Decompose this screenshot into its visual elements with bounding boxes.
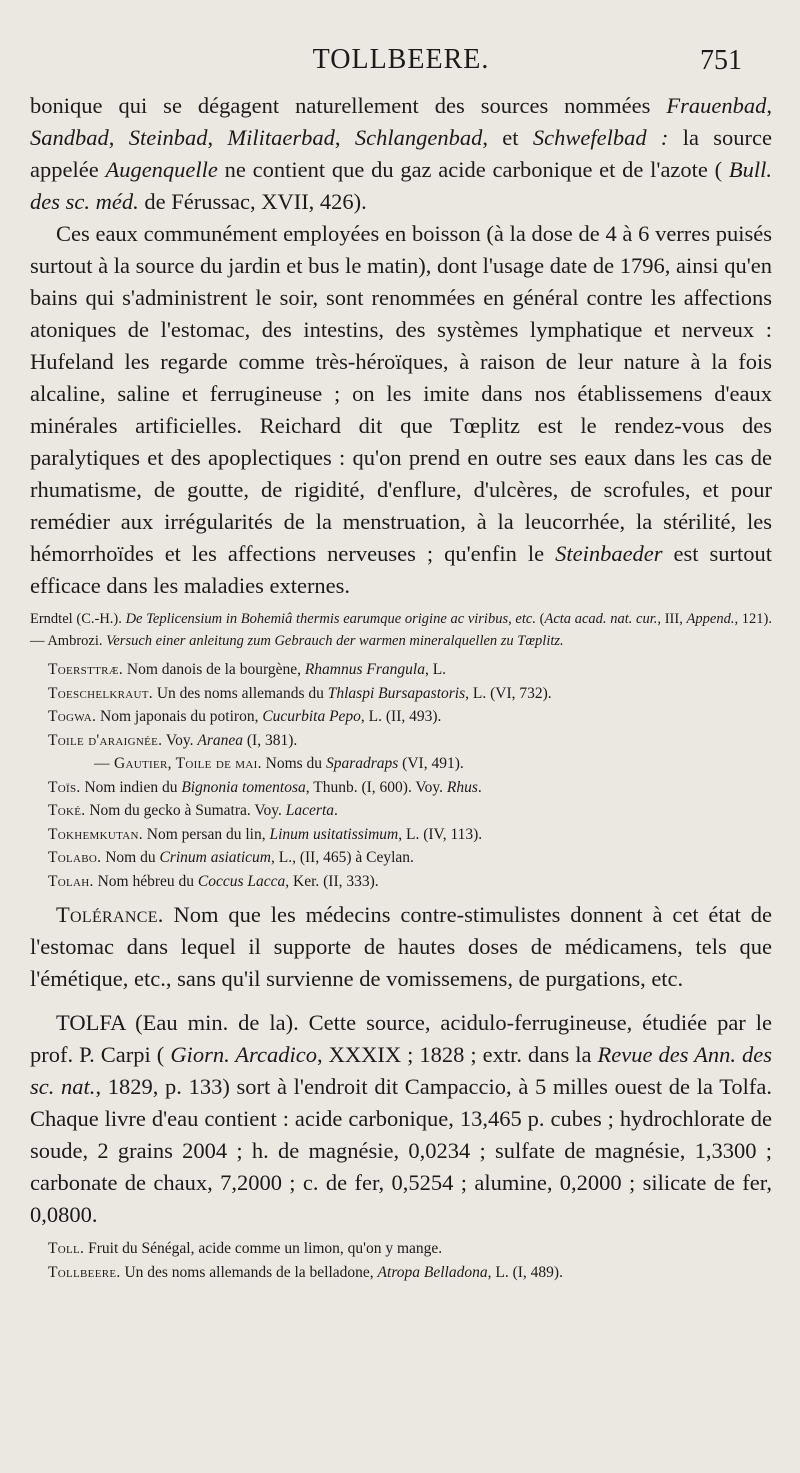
- final-entries: [30, 1237, 772, 1284]
- bibliography: Erndtel (C.-H.). De Teplicensium in Bohemiâ thermis earumque origine ac viribus, etc. (Acta acad. nat. cur., III, Append., 121). — Ambrozi. Versuch einer anleitung zum Gebrauch der warmen mineralquellen zu Tœplitz.: [30, 611, 772, 649]
- dictionary-entry: Toïs. Nom indien du Bignonia tomentosa, Thunb. (I, 600). Voy. Rhus.: [48, 778, 482, 796]
- dictionary-entry: Toll. Fruit du Sénégal, acide comme un limon, qu'on y mange.: [48, 1240, 443, 1257]
- page-number: 751: [700, 45, 742, 76]
- running-title: TOLLBEERE.: [312, 44, 490, 75]
- dictionary-entry: Tollbeere. Un des noms allemands de la belladone, Atropa Belladona, L. (I, 489).: [48, 1263, 563, 1281]
- dictionary-entry: Toeschelkraut. Un des noms allemands du Thlaspi Bursapastoris, L. (VI, 732).: [48, 684, 552, 702]
- short-entries: [30, 658, 772, 893]
- paragraph-uses: Ces eaux communément employées en boisson (à la dose de 4 à 6 verres puisés surtout à la source du jardin et bus le matin), dont l'usage date de 1796, ainsi qu'en bains qui s'administrent le soir, sont renommées en général contre les affections atoniques de l'estomac, des intestins, des systèmes lymphatique et nerveux : Hufeland les regarde comme très-héroïques, à raison de leur nature à la fois alcaline, saline et ferrugineuse ; on les imite dans nos établissemens d'eaux minérales artificielles. Reichard dit que Tœplitz est le rendez-vous des paralytiques et des apoplectiques : qu'on prend en outre ses eaux dans les cas de rhumatisme, de goutte, de rigidité, d'enflure, d'ulcères, de scrofules, et pour remédier aux irrégularités de la menstruation, à la leucorrhée, la stérilité, les hémorrhoïdes et les affections nerveuses ; qu'enfin le Steinbaeder est surtout efficace dans les maladies externes.: [30, 221, 773, 598]
- entry-tolfa: TOLFA (Eau min. de la). Cette source, acidulo-ferrugineuse, étudiée par le prof. P. Carpi ( Giorn. Arcadico, XXXIX ; 1828 ; extr. dans la Revue des Ann. des sc. nat., 1829, p. 133) sort à l'endroit dit Campaccio, à 5 milles ouest de la Tolfa. Chaque livre d'eau contient : acide carbonique, 13,465 p. cubes ; hydrochlorate de soude, 2 grains 2004 ; h. de magnésie, 0,0234 ; sulfate de magnésie, 1,3300 ; carbonate de chaux, 7,2000 ; c. de fer, 0,5254 ; alumine, 0,2000 ; silicate de fer, 0,0800.: [30, 1010, 772, 1227]
- dictionary-entry: Tokhemkutan. Nom persan du lin, Linum usitatissimum, L. (IV, 113).: [48, 825, 483, 843]
- dictionary-entry: Togwa. Nom japonais du potiron, Cucurbita Pepo, L. (II, 493).: [48, 708, 442, 725]
- dictionary-entry: Toile d'araignée. Voy. Aranea (I, 381).: [48, 731, 298, 749]
- dictionary-entry: Toké. Nom du gecko à Sumatra. Voy. Lacerta.: [48, 802, 338, 819]
- running-head: [30, 0, 772, 90]
- dictionary-entry: Tolah. Nom hébreu du Coccus Lacca, Ker. (II, 333).: [48, 872, 379, 890]
- paragraph-springs: bonique qui se dégagent naturellement des sources nommées Frauenbad, Sandbad, Steinbad, Militaerbad, Schlangenbad, et Schwefelbad : la source appelée Augenquelle ne contient que du gaz acide carbonique et de l'azote ( Bull. des sc. méd. de Férussac, XVII, 426).: [30, 93, 773, 214]
- dictionary-entry: Tolabo. Nom du Crinum asiaticum, L., (II, 465) à Ceylan.: [48, 849, 414, 866]
- dictionary-entry: Toersttræ. Nom danois de la bourgène, Rhamnus Frangula, L.: [48, 661, 447, 678]
- dictionary-entry: — Gautier, Toile de mai. Noms du Sparadraps (VI, 491).: [94, 755, 464, 772]
- entry-tolerance: Tolérance. Nom que les médecins contre-stimulistes donnent à cet état de l'estomac dans lequel il supporte de hautes doses de médicamens, tels que l'émétique, etc., sans qu'il survienne de vomissemens, de purgations, etc.: [30, 902, 772, 991]
